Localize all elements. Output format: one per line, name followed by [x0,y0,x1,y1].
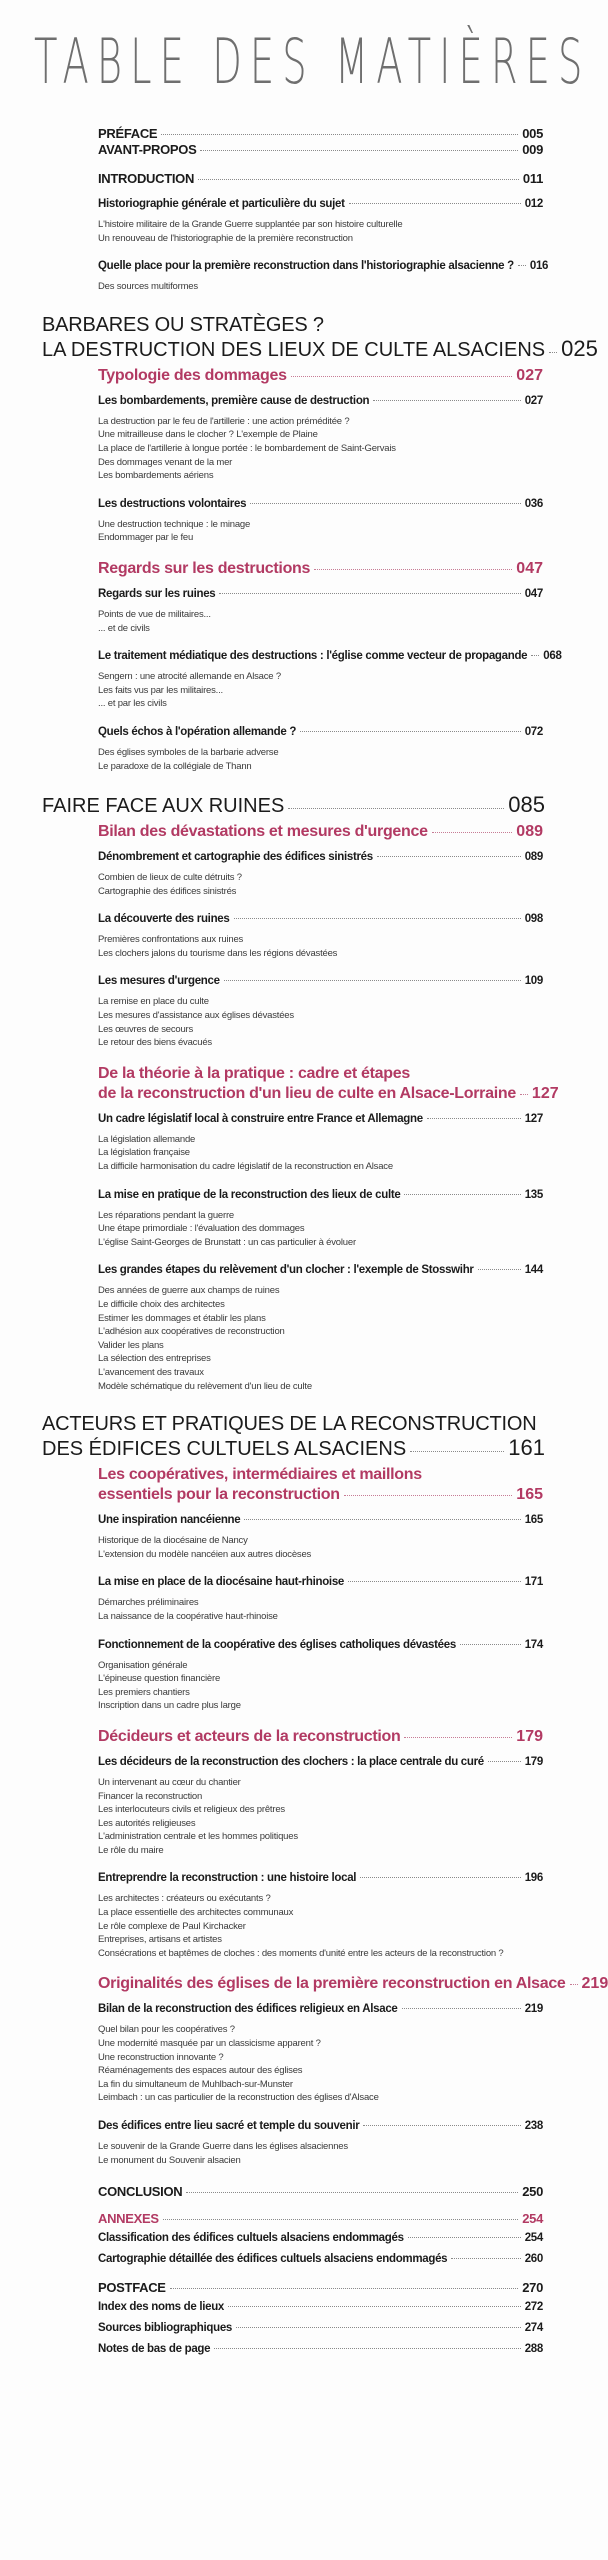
page-number: 288 [524,2343,543,2356]
chapter-title [98,366,543,386]
subsection-item: Les interlocuteurs civils et religieux des prêtres [98,1804,285,1816]
subsection-list [98,933,543,960]
entry-title: AVANT-PROPOS [98,142,197,157]
subsection-item: Une reconstruction innovante ? [98,2051,224,2063]
dot-leader [349,203,521,204]
postface-item [98,2321,543,2336]
subsection-list [98,1534,543,1561]
subsection-item: Des années de guerre aux champs de ruines [98,1285,280,1297]
subsection-item: Quel bilan pour les coopératives ? [98,2024,235,2036]
subsection-item: Cartographie des édifices sinistrés [98,885,237,897]
subsection-item: Les clochers jalons du tourisme dans les régions dévastées [98,947,338,959]
entry-title: Des édifices entre lieu sacré et temple du souvenir [98,2120,360,2132]
annex-item [98,2231,543,2246]
section-entry [98,197,543,212]
entry-title: essentiels pour la reconstruction [98,1486,340,1504]
entry-title: LA DESTRUCTION DES LIEUX DE CULTE ALSACIENS [42,338,546,361]
dot-leader [410,1451,504,1452]
page-number: 012 [524,198,543,210]
page-number: 047 [516,559,543,577]
page-number: 047 [524,587,543,600]
entry-title: Cartographie détaillée des édifices cultuels alsaciens endommagés [98,2253,448,2266]
subsection-list [98,1892,543,1960]
page-number: 219 [524,2003,543,2016]
chapter-title [98,1727,543,1747]
chapter-heading [98,822,543,842]
entry-title: Dénombrement et cartographie des édifices sinistrés [98,851,373,864]
entry-title: La mise en place de la diocésaine haut-rhinoise [98,1576,345,1589]
section-entry [98,394,543,409]
dot-leader [460,1644,521,1645]
subsection-item: Organisation générale [98,1659,188,1671]
page-number: 171 [524,1576,543,1589]
subsection-item: Des sources multiformes [98,281,198,293]
subsection-item: Consécrations et baptêmes de cloches : des moments d'unité entre les acteurs de la reconstruction ? [98,1947,504,1959]
page-number: 179 [524,1755,543,1768]
entry-title: Fonctionnement de la coopérative des églises catholiques dévastées [98,1638,456,1651]
dot-leader [170,2288,519,2289]
section-entry [98,912,543,927]
page-number: 165 [524,1514,543,1527]
chapter-heading [98,1727,543,1747]
dot-leader [314,569,512,570]
dot-leader [234,918,521,919]
subsection-item: Leimbach : un cas particulier de la reconstruction des églises d'Alsace [98,2092,379,2104]
entry-title: DES ÉDIFICES CULTUELS ALSACIENS [42,1438,407,1461]
page-number: 127 [524,1112,543,1125]
section-entry [98,1188,543,1203]
subsection-list [98,1776,543,1858]
subsection-list [98,1209,543,1250]
entry-title: Un cadre législatif local à construire entre France et Allemagne [98,1112,423,1125]
dot-leader [402,2008,521,2009]
page-number: 250 [522,2184,543,2200]
page-number: 127 [531,1084,559,1102]
dot-leader [344,1495,513,1496]
subsection-list [98,1659,543,1713]
subsection-item: Le difficile choix des architectes [98,1299,225,1310]
page-number: 009 [522,142,543,157]
subsection-item: Points de vue de militaires... [98,608,211,620]
subsection-item: Le paradoxe de la collégiale de Thann [98,760,252,772]
section-entry [98,1112,543,1127]
subsection-item: Les bombardements aériens [98,470,214,482]
subsection-item: L'administration centrale et les hommes politiques [98,1831,298,1843]
table-of-contents [0,126,607,2363]
dot-leader [451,2258,520,2259]
dot-leader [549,352,557,353]
part-title [42,335,598,362]
subsection-item: L'adhésion aux coopératives de reconstruction [98,1326,285,1338]
section-entry [98,259,549,274]
section-entry [98,850,543,865]
entry-title: Une inspiration nancéienne [98,1514,241,1527]
section-entry [98,725,543,740]
subsection-list [98,746,543,773]
entry-title: La découverte des ruines [98,913,230,926]
subsection-item: Inscription dans un cadre plus large [98,1700,241,1712]
subsection-item: La naissance de la coopérative haut-rhinoise [98,1610,278,1622]
postface-item [98,2300,543,2315]
dot-leader [531,655,539,656]
subsection-item: La sélection des entreprises [98,1353,211,1365]
section-entry [98,587,543,602]
subsection-item: Combien de lieux de culte détruits ? [98,872,242,884]
subsection-item: Une étape primordiale : l'évaluation des dommages [98,1223,305,1235]
page-number: 025 [561,335,598,361]
page-number: 109 [524,975,543,988]
subsection-item: La destruction par le feu de l'artillerie : une action préméditée ? [98,415,350,427]
dot-leader [348,1581,521,1582]
subsection-item: La difficile harmonisation du cadre législatif de la reconstruction en Alsace [98,1161,393,1173]
entry-title: Les bombardements, première cause de destruction [98,394,370,407]
dot-leader [250,503,521,504]
chapter-title [98,1485,543,1505]
dot-leader [478,1269,521,1270]
subsection-item: La place essentielle des architectes communaux [98,1907,294,1919]
page-number: 254 [524,2232,543,2245]
subsection-item: Les architectes : créateurs ou exécutants ? [98,1893,271,1905]
page-number: 098 [524,913,543,926]
section-entry [98,649,562,664]
subsection-item: La fin du simultaneum de Muhlbach-sur-Munster [98,2078,293,2090]
section-entry [98,2002,543,2017]
subsection-list [98,1284,543,1393]
subsection-item: ... et par les civils [98,698,167,710]
page-number: 274 [524,2322,543,2335]
entry-title: Bilan des dévastations et mesures d'urgence [98,823,428,841]
subsection-item: La législation française [98,1147,190,1159]
entry-title: POSTFACE [98,2280,166,2296]
page-number: 089 [516,823,543,841]
page-number: 254 [522,2211,543,2227]
subsection-item: Réaménagements des espaces autour des églises [98,2065,303,2077]
dot-leader [219,593,520,594]
subsection-item: Les autorités religieuses [98,1817,196,1829]
page-number: 270 [522,2280,543,2296]
entry-title: ANNEXES [98,2211,159,2227]
subsection-list [98,871,543,898]
entry-title: Bilan de la reconstruction des édifices religieux en Alsace [98,2003,398,2016]
entry-title: Historiographie générale et particulière du sujet [98,198,345,210]
subsection-item: Un intervenant au cœur du chantier [98,1776,241,1788]
entry-title: Typologie des dommages [98,366,287,384]
subsection-item: Estimer les dommages et établir les plans [98,1312,266,1324]
subsection-list [98,218,543,245]
subsection-item: Entreprises, artisans et artistes [98,1934,222,1946]
page-number: 011 [522,171,543,186]
subsection-item: Une mitrailleuse dans le clocher ? L'exemple de Plaine [98,429,318,441]
page-number: 135 [524,1188,543,1201]
subsection-item: Les réparations pendant la guerre [98,1209,234,1221]
entry-title: Les destructions volontaires [98,497,247,510]
chapter-heading [98,366,543,386]
section-entry [98,1513,543,1528]
subsection-item: La place de l'artillerie à longue portée : le bombardement de Saint-Gervais [98,442,396,454]
subsection-item: Une destruction technique : le minage [98,518,251,530]
entry-title: Quelle place pour la première reconstruction dans l'historiographie alsacienne ? [98,260,514,273]
entry-title: Index des noms de lieux [98,2301,225,2314]
page-number: 174 [524,1638,543,1651]
section-entry [98,1638,543,1653]
dot-leader [161,134,518,135]
dot-leader [408,2237,521,2238]
page-number: 179 [516,1727,543,1745]
introduction-entry [98,170,543,187]
dot-leader [236,2327,521,2328]
subsection-item: Les œuvres de secours [98,1023,194,1035]
subsection-item: Les premiers chantiers [98,1686,190,1698]
entry-title: Les grandes étapes du relèvement d'un clocher : l'exemple de Stosswihr [98,1264,474,1277]
part-title [42,1436,545,1461]
postface-item [98,2342,543,2357]
subsection-item: Le rôle complexe de Paul Kirchacker [98,1920,246,1932]
page-number: 196 [524,1872,543,1885]
entry-title: La mise en pratique de la reconstruction des lieux de culte [98,1188,401,1201]
subsection-item: Une modernité masquée par un classicisme apparent ? [98,2038,321,2050]
page-number: 089 [524,851,543,864]
entry-title: Les mesures d'urgence [98,975,220,988]
subsection-item: L'histoire militaire de la Grande Guerre supplantée par son histoire culturelle [98,219,403,230]
postface-entry [98,2279,543,2296]
chapter-title-line: Les coopératives, intermédiaires et maillons [98,1466,422,1484]
subsection-item: Valider les plans [98,1339,164,1351]
chapter-title [98,559,543,579]
chapter-title [98,1974,608,1994]
dot-leader [214,2348,520,2349]
section-entry [98,2119,543,2134]
subsection-list [98,2140,543,2167]
chapter-title [98,822,543,842]
page-number: 016 [529,260,549,273]
entry-title: CONCLUSION [98,2184,183,2200]
dot-leader [373,400,520,401]
dot-leader [570,1984,578,1985]
page-number: 036 [524,497,543,510]
entry-title: de la reconstruction d'un lieu de culte en Alsace-Lorraine [98,1084,516,1102]
entry-title: Classification des édifices cultuels alsaciens endommagés [98,2232,404,2245]
dot-leader [488,1761,521,1762]
subsection-list [98,670,543,711]
subsection-list [98,2023,543,2105]
chapter-title [98,1084,559,1104]
subsection-item: Historique de la diocésaine de Nancy [98,1535,248,1547]
part-title-line: BARBARES OU STRATÈGES ? [42,313,324,336]
dot-leader [163,2219,518,2220]
dot-leader [198,179,519,180]
annex-item [98,2252,543,2267]
page-number: 085 [508,792,545,818]
section-entry [98,1755,543,1770]
entry-title: Regards sur les destructions [98,559,311,577]
section-entry [98,974,543,989]
subsection-item: L'église Saint-Georges de Brunstatt : un cas particulier à évoluer [98,1236,356,1248]
subsection-item: Le rôle du maire [98,1844,164,1856]
subsection-item: Le monument du Souvenir alsacien [98,2154,241,2166]
dot-leader [427,1118,521,1119]
page-number: 068 [543,650,562,663]
subsection-item: L'extension du modèle nancéien aux autres diocèses [98,1548,312,1560]
subsection-item: Un renouveau de l'historiographie de la première reconstruction [98,232,353,244]
page-number: 005 [522,126,543,141]
subsection-list [98,280,543,294]
dot-leader [200,150,518,151]
dot-leader [363,2125,520,2126]
page-number: 260 [524,2253,543,2266]
page-number: 165 [516,1486,543,1504]
dot-leader [360,1877,521,1878]
entry-title: Le traitement médiatique des destructions : l'église comme vecteur de propagande [98,650,528,663]
subsection-item: Premières confrontations aux ruines [98,934,244,946]
entry-title: PRÉFACE [98,126,158,141]
entry-title: Regards sur les ruines [98,587,216,600]
entry-title: Entreprendre la reconstruction : une histoire local [98,1872,357,1885]
chapter-heading [98,1974,608,1994]
subsection-item: Les faits vus par les militaires... [98,684,223,696]
dot-leader [432,832,513,833]
page-title: TABLE DES MATIÈRES [34,25,591,98]
subsection-item: Les mesures d'assistance aux églises dévastées [98,1010,294,1022]
dot-leader [518,265,526,266]
front-matter-entry [98,142,543,158]
page-number: 219 [581,1975,608,1993]
dot-leader [520,1094,528,1095]
subsection-item: Le retour des biens évacués [98,1037,212,1049]
subsection-list [98,415,543,483]
subsection-item: Le souvenir de la Grande Guerre dans les églises alsaciennes [98,2141,348,2152]
subsection-list [98,1133,543,1174]
subsection-item: L'avancement des travaux [98,1366,204,1378]
entry-title: INTRODUCTION [98,171,195,186]
subsection-item: Sengern : une atrocité allemande en Alsace ? [98,671,281,683]
part-title-line: ACTEURS ET PRATIQUES DE LA RECONSTRUCTION [42,1413,537,1436]
section-entry [98,497,543,512]
subsection-item: Démarches préliminaires [98,1597,199,1609]
dot-leader [377,856,521,857]
dot-leader [404,1194,520,1195]
subsection-item: L'épineuse question financière [98,1673,221,1685]
subsection-item: Des dommages venant de la mer [98,456,233,468]
subsection-list [98,608,543,635]
section-entry [98,1263,543,1278]
entry-title: Quels échos à l'opération allemande ? [98,725,297,738]
dot-leader [244,1519,520,1520]
chapter-heading [98,1064,559,1104]
chapter-heading [98,559,543,579]
conclusion-entry [98,2183,543,2200]
chapter-heading [98,1465,543,1505]
dot-leader [186,2192,518,2193]
entry-title: FAIRE FACE AUX RUINES [42,795,285,818]
part-2 [42,793,545,818]
subsection-item: La remise en place du culte [98,996,209,1008]
dot-leader [228,2306,521,2307]
entry-title: Décideurs et acteurs de la reconstruction [98,1727,401,1745]
subsection-item: Endommager par le feu [98,532,194,544]
page-number: 238 [524,2120,543,2132]
entry-title: Originalités des églises de la première reconstruction en Alsace [98,1975,566,1993]
page-number: 272 [524,2301,543,2314]
page-number: 144 [524,1264,543,1277]
page-number: 027 [516,366,543,384]
dot-leader [404,1737,512,1738]
subsection-item: ... et de civils [98,622,150,634]
subsection-item: La législation allemande [98,1133,196,1145]
chapter-title-line: De la théorie à la pratique : cadre et étapes [98,1064,410,1082]
entry-title: Notes de bas de page [98,2343,211,2356]
page-number: 027 [524,394,543,407]
section-entry [98,1871,543,1886]
dot-leader [300,731,521,732]
part-title [42,793,545,818]
subsection-list [98,518,543,545]
dot-leader [291,376,513,377]
dot-leader [224,980,521,981]
part-3 [42,1413,545,1461]
subsection-list [98,995,543,1049]
entry-title: Les décideurs de la reconstruction des clochers : la place centrale du curé [98,1755,484,1768]
subsection-item: Financer la reconstruction [98,1790,203,1802]
front-matter-entry [98,126,543,142]
subsection-item: Modèle schématique du relèvement d'un lieu de culte [98,1380,312,1392]
page-number: 161 [508,1435,545,1461]
subsection-item: Des églises symboles de la barbarie adverse [98,746,279,758]
subsection-list [98,1596,543,1623]
dot-leader [288,808,504,809]
section-entry [98,1575,543,1590]
page-number: 072 [524,725,543,738]
annexes-entry [98,2210,543,2227]
entry-title: Sources bibliographiques [98,2322,233,2335]
part-1 [42,313,598,362]
